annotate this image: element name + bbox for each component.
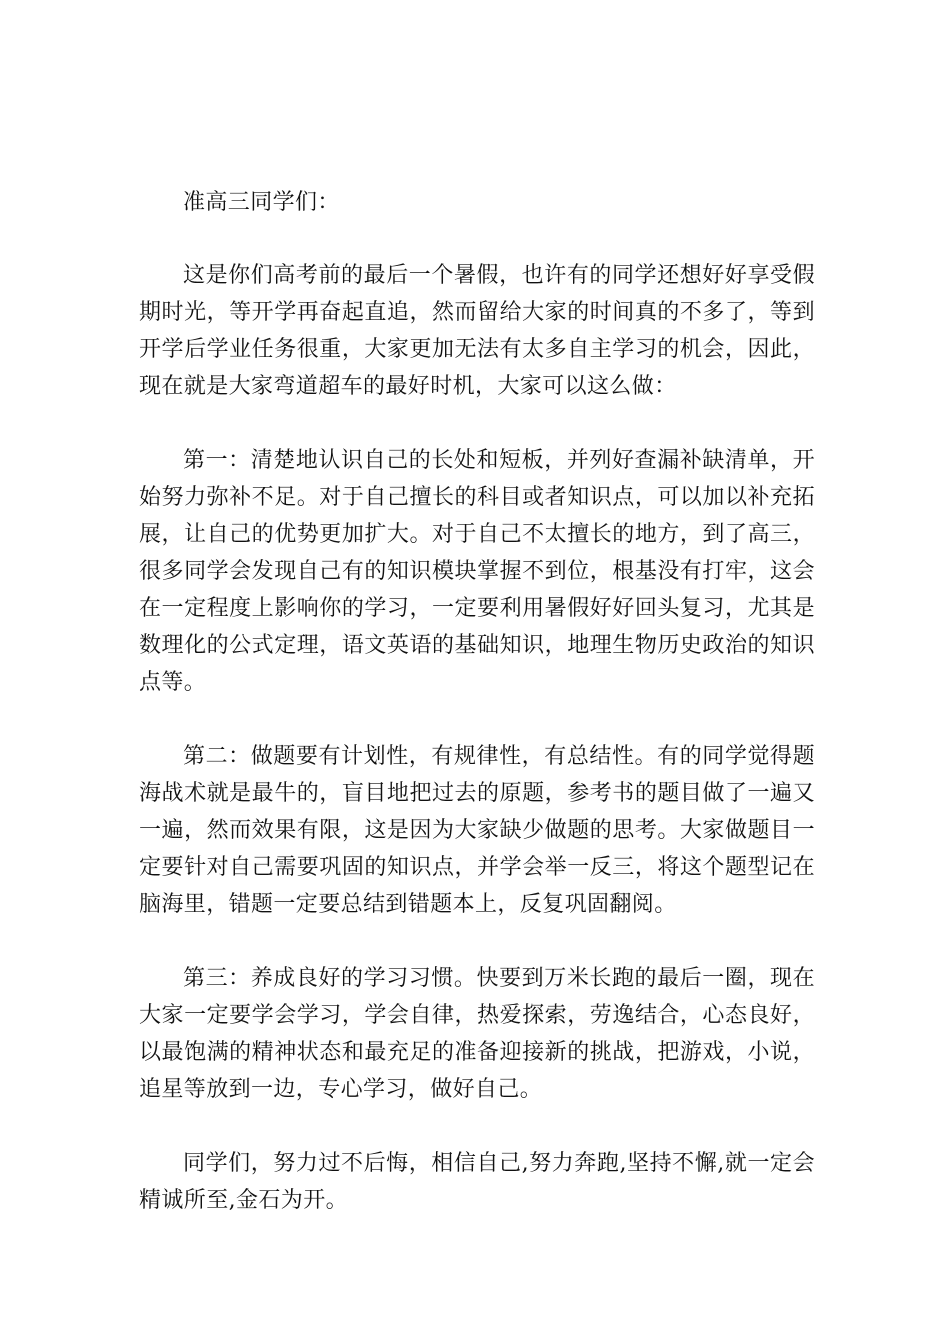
salutation: 准高三同学们： — [183, 190, 340, 215]
paragraph-intro: 这是你们高考前的最后一个暑假，也许有的同学还想好好享受假期时光，等开学再奋起直追，然而留给大家的时间真的不多了，等到开学后学业任务很重，大家更加无法有太多自主学习的机会，因此，现在就是大家弯道超车的最好时机，大家可以这么做： — [139, 263, 815, 399]
paragraph-third-point: 第三：养成良好的学习习惯。快要到万米长跑的最后一圈，现在大家一定要学会学习，学会自律，热爱探索，劳逸结合，心态良好，以最饱满的精神状态和最充足的准备迎接新的挑战，把游戏，小说，追星等放到一边，专心学习，做好自己。 — [139, 966, 815, 1102]
paragraph-second-point: 第二：做题要有计划性，有规律性，有总结性。有的同学觉得题海战术就是最牛的，盲目地把过去的原题，参考书的题目做了一遍又一遍，然而效果有限，这是因为大家缺少做题的思考。大家做题目一定要针对自己需要巩固的知识点，并学会举一反三，将这个题型记在脑海里，错题一定要总结到错题本上，反复巩固翻阅。 — [139, 744, 815, 917]
paragraph-first-point: 第一：清楚地认识自己的长处和短板，并列好查漏补缺清单，开始努力弥补不足。对于自己擅长的科目或者知识点，可以加以补充拓展，让自己的优势更加扩大。对于自己不太擅长的地方，到了高三，很多同学会发现自己有的知识模块掌握不到位，根基没有打牢，这会在一定程度上影响你的学习，一定要利用暑假好好回头复习，尤其是数理化的公式定理，语文英语的基础知识，地理生物历史政治的知识点等。 — [139, 448, 815, 695]
document-body — [139, 184, 815, 1219]
paragraph-closing: 同学们，努力过不后悔，相信自己,努力奔跑,坚持不懈,就一定会精诚所至,金石为开。 — [139, 1151, 815, 1213]
